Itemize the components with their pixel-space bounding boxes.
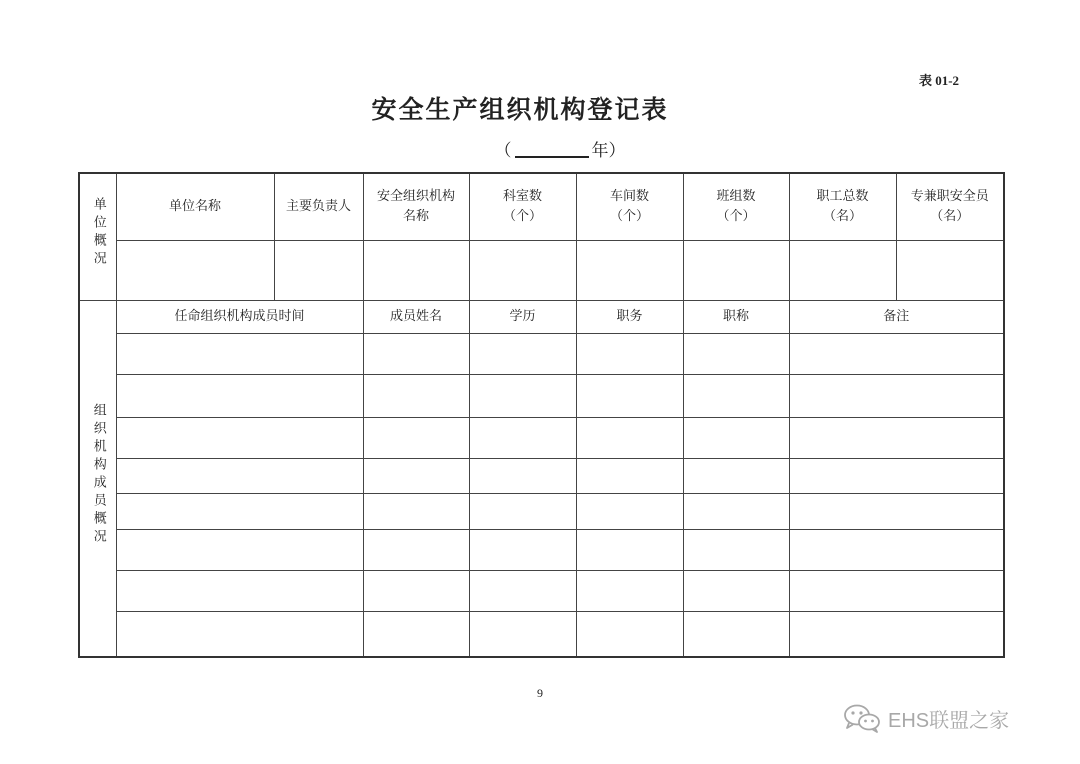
unit-section-label: 单位概况 xyxy=(90,197,106,270)
member-name-cell[interactable] xyxy=(363,529,469,570)
page-title: 安全生产组织机构登记表 xyxy=(371,95,669,124)
member-name-cell[interactable] xyxy=(363,374,469,417)
member-row xyxy=(79,333,1004,374)
position-cell[interactable] xyxy=(576,493,683,529)
education-cell[interactable] xyxy=(469,611,576,657)
header-safety-org-name: 安全组织机构 名称 xyxy=(363,173,469,240)
employee-count-cell[interactable] xyxy=(789,240,896,300)
unit-section-label-cell xyxy=(79,173,116,300)
position-cell[interactable] xyxy=(576,417,683,458)
title-cell[interactable] xyxy=(683,458,789,493)
unit-data-row xyxy=(79,240,1004,300)
header-remarks: 备注 xyxy=(789,300,1004,333)
member-row xyxy=(79,374,1004,417)
remarks-cell[interactable] xyxy=(789,333,1004,374)
member-name-cell[interactable] xyxy=(363,570,469,611)
position-cell[interactable] xyxy=(576,529,683,570)
title-cell[interactable] xyxy=(683,493,789,529)
member-row xyxy=(79,529,1004,570)
member-name-cell[interactable] xyxy=(363,333,469,374)
position-cell[interactable] xyxy=(576,458,683,493)
registration-table xyxy=(78,172,1005,658)
remarks-cell[interactable] xyxy=(789,374,1004,417)
member-section-label: 组织机构成员概况 xyxy=(90,402,106,547)
form-number: 表 01-2 xyxy=(918,73,960,88)
watermark-text: EHS联盟之家 xyxy=(888,709,1010,732)
appointment-time-cell[interactable] xyxy=(116,333,363,374)
education-cell[interactable] xyxy=(469,333,576,374)
header-principal: 主要负责人 xyxy=(274,173,363,240)
wechat-logo-icon xyxy=(842,703,882,733)
title-cell[interactable] xyxy=(683,529,789,570)
position-cell[interactable] xyxy=(576,333,683,374)
header-employee-count: 职工总数 （名） xyxy=(789,173,896,240)
title-cell[interactable] xyxy=(683,611,789,657)
title-cell[interactable] xyxy=(683,570,789,611)
remarks-cell[interactable] xyxy=(789,570,1004,611)
title-cell[interactable] xyxy=(683,374,789,417)
team-count-cell[interactable] xyxy=(683,240,789,300)
header-appointment-time: 任命组织机构成员时间 xyxy=(116,300,363,333)
header-team-count: 班组数 （个） xyxy=(683,173,789,240)
appointment-time-cell[interactable] xyxy=(116,611,363,657)
appointment-time-cell[interactable] xyxy=(116,374,363,417)
education-cell[interactable] xyxy=(469,458,576,493)
member-name-cell[interactable] xyxy=(363,458,469,493)
safety-officer-count-cell[interactable] xyxy=(896,240,1004,300)
education-cell[interactable] xyxy=(469,417,576,458)
member-row xyxy=(79,611,1004,657)
position-cell[interactable] xyxy=(576,570,683,611)
appointment-time-cell[interactable] xyxy=(116,417,363,458)
appointment-time-cell[interactable] xyxy=(116,458,363,493)
member-row xyxy=(79,458,1004,493)
member-name-cell[interactable] xyxy=(363,611,469,657)
appointment-time-cell[interactable] xyxy=(116,570,363,611)
year-open-paren: （ xyxy=(494,141,512,161)
watermark xyxy=(842,702,1009,734)
remarks-cell[interactable] xyxy=(789,529,1004,570)
education-cell[interactable] xyxy=(469,570,576,611)
remarks-cell[interactable] xyxy=(789,493,1004,529)
position-cell[interactable] xyxy=(576,374,683,417)
year-blank-field xyxy=(515,140,589,158)
remarks-cell[interactable] xyxy=(789,417,1004,458)
principal-cell[interactable] xyxy=(274,240,363,300)
member-row xyxy=(79,417,1004,458)
header-workshop-count: 车间数 （个） xyxy=(576,173,683,240)
appointment-time-cell[interactable] xyxy=(116,529,363,570)
workshop-count-cell[interactable] xyxy=(576,240,683,300)
department-count-cell[interactable] xyxy=(469,240,576,300)
appointment-time-cell[interactable] xyxy=(116,493,363,529)
remarks-cell[interactable] xyxy=(789,458,1004,493)
unit-name-cell[interactable] xyxy=(116,240,274,300)
header-safety-officer-count: 专兼职安全员 （名） xyxy=(896,173,1004,240)
member-name-cell[interactable] xyxy=(363,493,469,529)
position-cell[interactable] xyxy=(576,611,683,657)
member-section-label-cell xyxy=(79,300,116,657)
header-department-count: 科室数 （个） xyxy=(469,173,576,240)
page-number: 9 xyxy=(537,686,543,700)
education-cell[interactable] xyxy=(469,374,576,417)
member-row xyxy=(79,493,1004,529)
header-title: 职称 xyxy=(683,300,789,333)
title-cell[interactable] xyxy=(683,333,789,374)
education-cell[interactable] xyxy=(469,493,576,529)
year-line xyxy=(470,136,650,161)
title-cell[interactable] xyxy=(683,417,789,458)
header-education: 学历 xyxy=(469,300,576,333)
header-position: 职务 xyxy=(576,300,683,333)
member-name-cell[interactable] xyxy=(363,417,469,458)
year-suffix: 年） xyxy=(591,141,626,161)
header-unit-name: 单位名称 xyxy=(116,173,274,240)
header-member-name: 成员姓名 xyxy=(363,300,469,333)
education-cell[interactable] xyxy=(469,529,576,570)
safety-org-name-cell[interactable] xyxy=(363,240,469,300)
remarks-cell[interactable] xyxy=(789,611,1004,657)
member-row xyxy=(79,570,1004,611)
